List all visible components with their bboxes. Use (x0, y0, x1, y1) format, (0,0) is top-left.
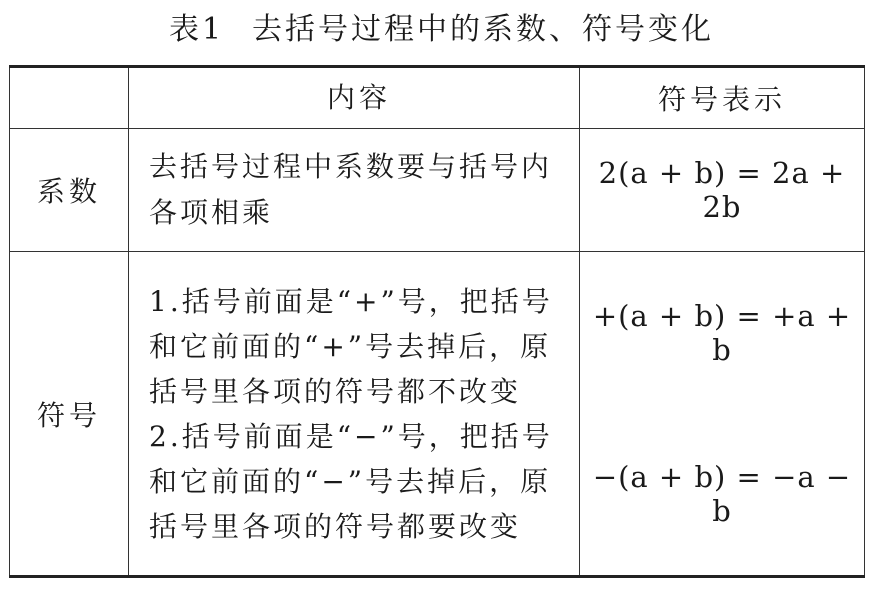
coefficient-rule-text: 去括号过程中系数要与括号内各项相乘 (149, 150, 553, 229)
row-content-coefficient (129, 129, 580, 252)
comparison-table (9, 65, 865, 578)
header-content: 内容 (129, 67, 580, 129)
minus-bracket-formula: −(a + b) = −a − b (592, 460, 852, 529)
table-header-row (10, 67, 865, 129)
plus-bracket-formula: +(a + b) = +a + b (592, 298, 852, 367)
sign-rule-line: 1.括号前面是“+”号，把括号 (149, 284, 553, 318)
coefficient-formula: 2(a + b) = 2a + 2b (580, 129, 865, 252)
header-notation: 符号表示 (580, 67, 865, 129)
table-row (10, 129, 865, 252)
sign-rule-line: 和它前面的“−”号去掉后，原 (149, 464, 552, 498)
sign-rule-line: 括号里各项的符号都不改变 (149, 374, 522, 408)
header-empty-cell (10, 67, 129, 129)
sign-rule-line: 括号里各项的符号都要改变 (149, 509, 522, 543)
table-caption (0, 10, 883, 50)
sign-formulas (580, 252, 864, 575)
table-row (10, 252, 865, 577)
row-label-coefficient: 系数 (10, 129, 129, 252)
row-content-sign (129, 252, 580, 577)
sign-formulas-cell (580, 252, 865, 577)
row-label-sign: 符号 (10, 252, 129, 577)
sign-rule-text (139, 257, 579, 571)
sign-rule-line: 和它前面的“+”号去掉后，原 (149, 329, 552, 363)
table-number: 表1 (168, 12, 225, 47)
sign-rule-line: 2.括号前面是“−”号，把括号 (149, 419, 553, 453)
table-title: 去括号过程中的系数、符号变化 (252, 12, 715, 47)
